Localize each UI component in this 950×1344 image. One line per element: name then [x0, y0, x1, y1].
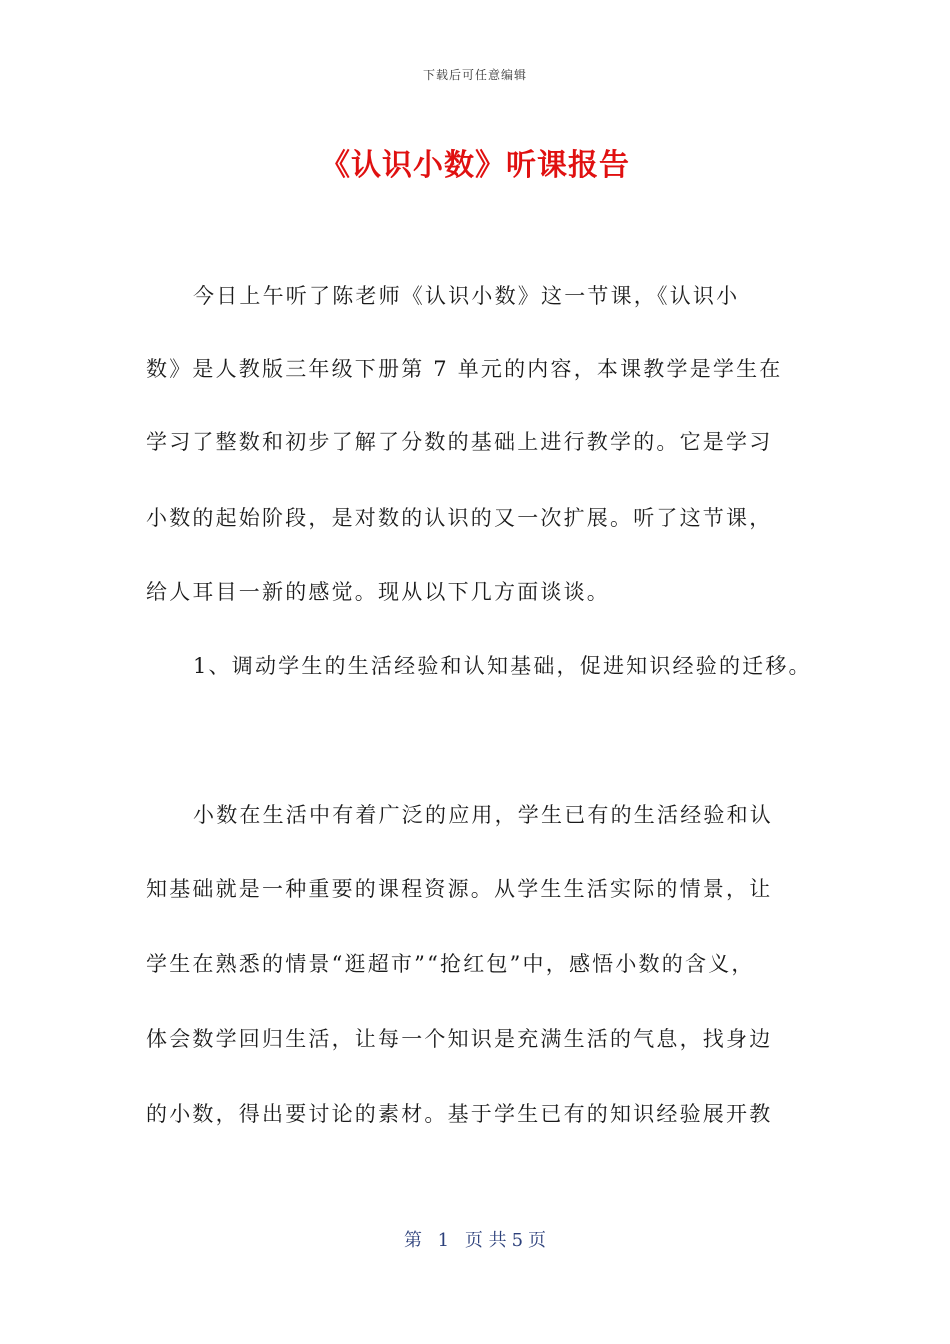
paragraph-line: 数》是人教版三年级下册第 7 单元的内容，本课教学是学生在	[146, 357, 783, 381]
page-footer	[0, 1226, 950, 1252]
current-page-number: 1	[437, 1230, 450, 1251]
paragraph-line: 小数的起始阶段，是对数的认识的又一次扩展。听了这节课，	[146, 506, 773, 530]
total-pages-number: 5	[511, 1230, 524, 1251]
document-title: 《认识小数》听课报告	[320, 148, 630, 183]
paragraph-line: 体会数学回归生活，让每一个知识是充满生活的气息，找身边	[146, 1027, 773, 1051]
paragraph-line: 小数在生活中有着广泛的应用，学生已有的生活经验和认	[193, 803, 773, 827]
footer-middle: 页 共	[464, 1230, 507, 1251]
header-note: 下载后可任意编辑	[422, 68, 527, 82]
footer-suffix: 页	[528, 1230, 547, 1251]
footer-prefix: 第	[403, 1230, 422, 1251]
paragraph-line: 学生在熟悉的情景“逛超市”“抢红包”中，感悟小数的含义，	[146, 952, 755, 976]
paragraph-line: 今日上午听了陈老师《认识小数》这一节课，《认识小	[193, 284, 740, 308]
paragraph-line: 知基础就是一种重要的课程资源。从学生生活实际的情景，让	[146, 877, 773, 901]
paragraph-line: 的小数，得出要讨论的素材。基于学生已有的知识经验展开教	[146, 1102, 773, 1126]
paragraph-line: 学习了整数和初步了解了分数的基础上进行教学的。它是学习	[146, 430, 773, 454]
paragraph-line: 给人耳目一新的感觉。现从以下几方面谈谈。	[146, 580, 610, 604]
section-heading: 1、调动学生的生活经验和认知基础，促进知识经验的迁移。	[193, 654, 812, 678]
